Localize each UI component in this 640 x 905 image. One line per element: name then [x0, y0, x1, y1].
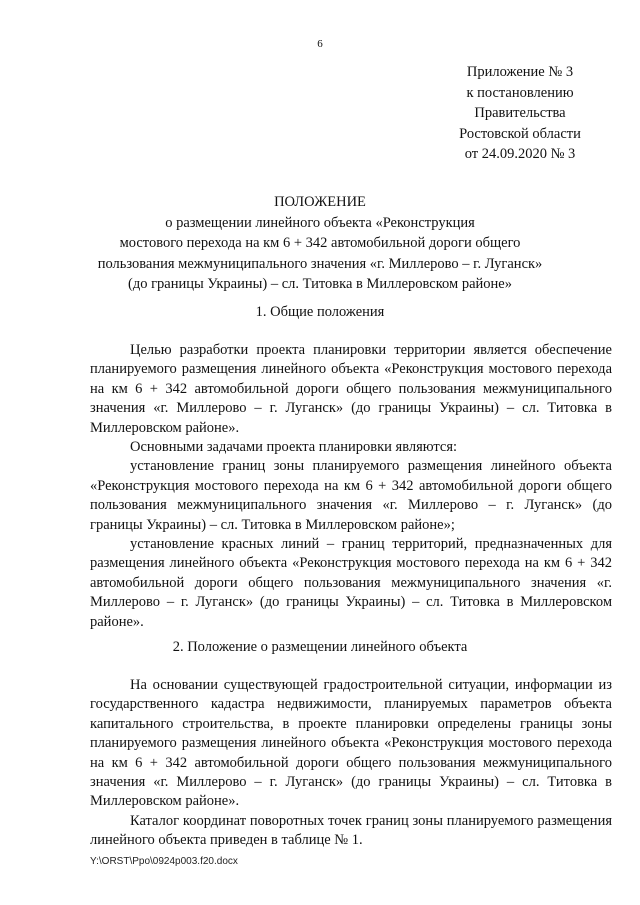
title-line: (до границы Украины) – сл. Титовка в Миллеровском районе» — [128, 276, 512, 292]
appendix-line: к постановлению — [466, 84, 574, 101]
paragraph: установление красных линий – границ территорий, предназначенных для размещения линейного объекта «Реконструкция мостового перехода на км 6 + 342 автомобильной дороги общего пользования межмуниципального значения «г. Миллерово – г. Луганск» (до границы Украины) – сл. Титовка в Миллеровском районе». — [90, 536, 612, 630]
appendix-line: Ростовской области — [459, 125, 581, 142]
paragraph: установление границ зоны планируемого размещения линейного объекта «Реконструкция мостового перехода на км 6 + 342 автомобильной дороги общего пользования межмуниципального значения «г. Миллерово – г. Луганск» (до границы Украины) – сл. Титовка в Миллеровском районе»; — [90, 458, 612, 533]
appendix-block — [440, 62, 600, 165]
footer-file-path: Y:\ORST\Ppo\0924p003.f20.docx — [90, 856, 238, 867]
appendix-line: Правительства — [474, 105, 566, 121]
title-heading: ПОЛОЖЕНИЕ — [274, 194, 366, 210]
appendix-line: Приложение № 3 — [466, 64, 574, 80]
title-line: о размещении линейного объекта «Реконструкция — [165, 214, 475, 231]
section-2-title: 2. Положение о размещении линейного объекта — [172, 639, 468, 655]
page-number: 6 — [317, 38, 323, 50]
paragraph: На основании существующей градостроительной ситуации, информации из государственного кадастра недвижимости, планируемых параметров объекта капитального строительства, в проекте планировки определены границы зоны планируемого размещения линейного объекта «Реконструкция мостового перехода на км 6 + 342 автомобильной дороги общего пользования межмуниципального значения «г. Миллерово – г. Луганск» (до границы Украины) – сл. Титовка в Миллеровском районе». — [90, 677, 612, 810]
section-1-title: 1. Общие положения — [255, 304, 385, 320]
title-line: мостового перехода на км 6 + 342 автомобильной дороги общего — [119, 235, 521, 251]
title-line: пользования межмуниципального значения «г. Миллерово – г. Луганск» — [97, 255, 543, 272]
section-1-body — [90, 341, 612, 632]
paragraph: Основными задачами проекта планировки являются: — [130, 439, 458, 456]
paragraph: Целью разработки проекта планировки территории является обеспечение планируемого размещения линейного объекта «Реконструкция мостового перехода на км 6 + 342 автомобильной дороги общего пользования межмуниципального значения «г. Миллерово – г. Луганск» (до границы Украины) – сл. Титовка в Миллеровском районе». — [90, 342, 612, 436]
document-title — [88, 192, 552, 295]
section-2-body — [90, 676, 612, 851]
appendix-line: от 24.09.2020 № 3 — [464, 146, 576, 162]
paragraph: Каталог координат поворотных точек границ зоны планируемого размещения линейного объекта приведен в таблице № 1. — [90, 812, 612, 849]
